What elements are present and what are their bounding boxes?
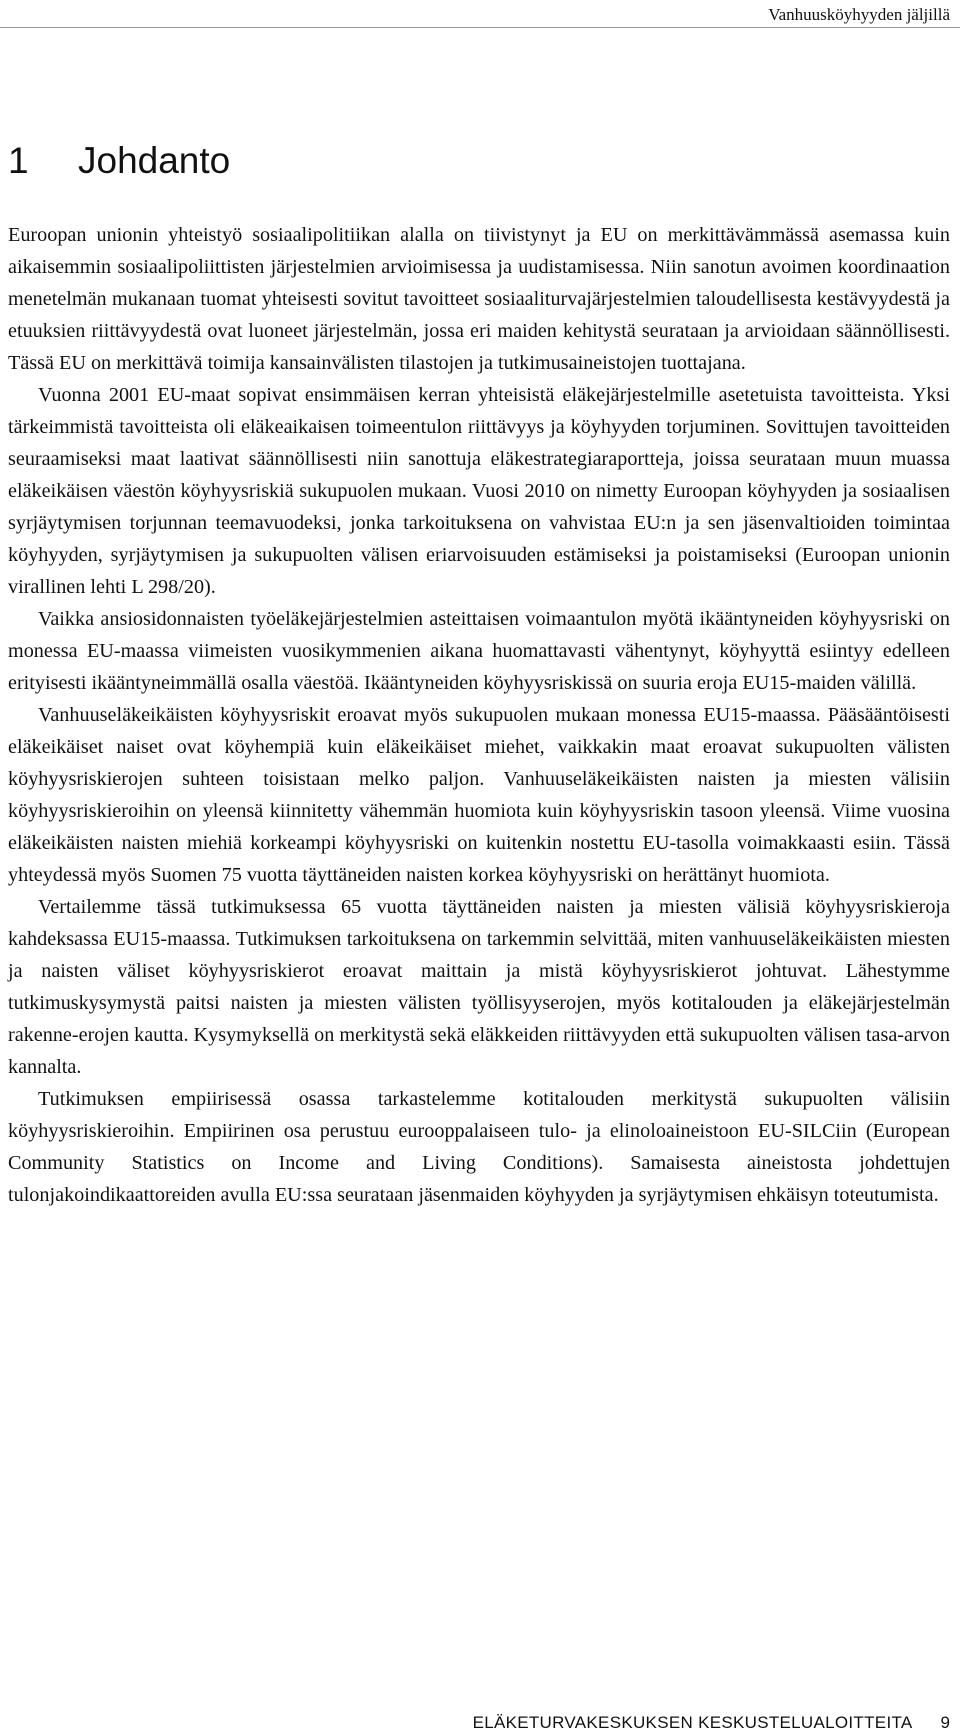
running-header: Vanhuusköyhyyden jäljillä xyxy=(768,5,950,24)
chapter-number: 1 xyxy=(8,139,29,181)
paragraph-4: Vanhuuseläkeikäisten köyhyysriskit eroavat myös sukupuolen mukaan monessa EU15-maassa. Pääsääntöisesti eläkeikäiset naiset ovat köyhempiä kuin eläkeikäiset miehet, vaikkakin maat eroavat sukupuolten välisten köyhyysriskierojen suhteen toisistaan melko paljon. Vanhuuseläkeikäisten naisten ja miesten välisiin köyhyysriskieroihin on yleensä kiinnitetty vähemmän huomiota kuin köyhyysriskin tasoon yleensä. Viime vuosina eläkeikäisten naisten miehiä korkeampi köyhyysriski on kuitenkin nostettu EU-tasolla voimakkaasti esiin. Tässä yhteydessä myös Suomen 75 vuotta täyttäneiden naisten korkea köyhyysriski on herättänyt huomiota. xyxy=(8,704,950,886)
paragraph-1: Euroopan unionin yhteistyö sosiaalipolitiikan alalla on tiivistynyt ja EU on merkittävämmässä asemassa kuin aikaisemmin sosiaalipoliittisten järjestelmien arvioimisessa ja uudistamisessa. Niin sanotun avoimen koordinaation menetelmän mukanaan tuomat yhteisesti sovitut tavoitteet sosiaaliturvajärjestelmien taloudellisesta kestävyydestä ja etuuksien riittävyydestä ovat luoneet järjestelmän, jossa eri maiden kehitystä seurataan ja arvioidaan säännöllisesti. Tässä EU on merkittävä toimija kansainvälisten tilastojen ja tutkimusaineistojen tuottajana. xyxy=(8,224,950,374)
chapter-heading xyxy=(8,137,230,185)
paragraph-2: Vuonna 2001 EU-maat sopivat ensimmäisen kerran yhteisistä eläkejärjestelmille asetetuista tavoitteista. Yksi tärkeimmistä tavoitteista oli eläkeaikaisen toimeentulon riittävyys ja köyhyyden torjuminen. Sovittujen tavoitteiden seuraamiseksi maat laativat säännöllisesti niin sanottuja eläkestrategiaraportteja, joissa seurataan muun muassa eläkeikäisen väestön köyhyysriskiä sukupuolen mukaan. Vuosi 2010 on nimetty Euroopan köyhyyden ja sosiaalisen syrjäytymisen torjunnan teemavuodeksi, jonka tarkoituksena on vahvistaa EU:n ja sen jäsenvaltioiden toimintaa köyhyyden, syrjäytymisen ja sukupuolten välisen eriarvoisuuden estämiseksi ja poistamiseksi (Euroopan unionin virallinen lehti L 298/20). xyxy=(8,384,950,598)
chapter-title: Johdanto xyxy=(78,139,231,181)
paragraph-5: Vertailemme tässä tutkimuksessa 65 vuotta täyttäneiden naisten ja miesten välisiä köyhyysriskieroja kahdeksassa EU15-maassa. Tutkimuksen tarkoituksena on tarkemmin selvittää, miten vanhuuseläkeikäisten miesten ja naisten väliset köyhyysriskierot eroavat maittain ja mistä köyhyysriskierot johtuvat. Lähestymme tutkimuskysymystä paitsi naisten ja miesten välisten työllisyyserojen, myös kotitalouden ja eläkejärjestelmän rakenne-erojen kautta. Kysymyksellä on merkitystä sekä eläkkeiden riittävyyden että sukupuolten välisen tasa-arvon kannalta. xyxy=(8,896,950,1078)
footer-series-title: ELÄKETURVAKESKUKSEN KESKUSTELUALOITTEITA xyxy=(472,1713,913,1732)
page-number: 9 xyxy=(940,1713,950,1732)
paragraph-3: Vaikka ansiosidonnaisten työeläkejärjestelmien asteittaisen voimaantulon myötä ikääntyneiden köyhyysriski on monessa EU-maassa viimeisten vuosikymmenien aikana huomattavasti vähentynyt, köyhyyttä esiintyy edelleen erityisesti ikääntyneimmällä osalla väestöä. Ikääntyneiden köyhyysriskissä on suuria eroja EU15-maiden välillä. xyxy=(8,608,950,694)
running-footer xyxy=(0,1712,950,1734)
header-rule xyxy=(0,27,960,28)
body-text xyxy=(8,219,950,1211)
paragraph-6: Tutkimuksen empiirisessä osassa tarkastelemme kotitalouden merkitystä sukupuolten välisiin köyhyysriskieroihin. Empiirinen osa perustuu eurooppalaiseen tulo- ja elinoloaineistoon EU-SILCiin (European Community Statistics on Income and Living Conditions). Samaisesta aineistosta johdettujen tulonjakoindikaattoreiden avulla EU:ssa seurataan jäsenmaiden köyhyyden ja syrjäytymisen ehkäisyn toteutumista. xyxy=(8,1088,950,1206)
